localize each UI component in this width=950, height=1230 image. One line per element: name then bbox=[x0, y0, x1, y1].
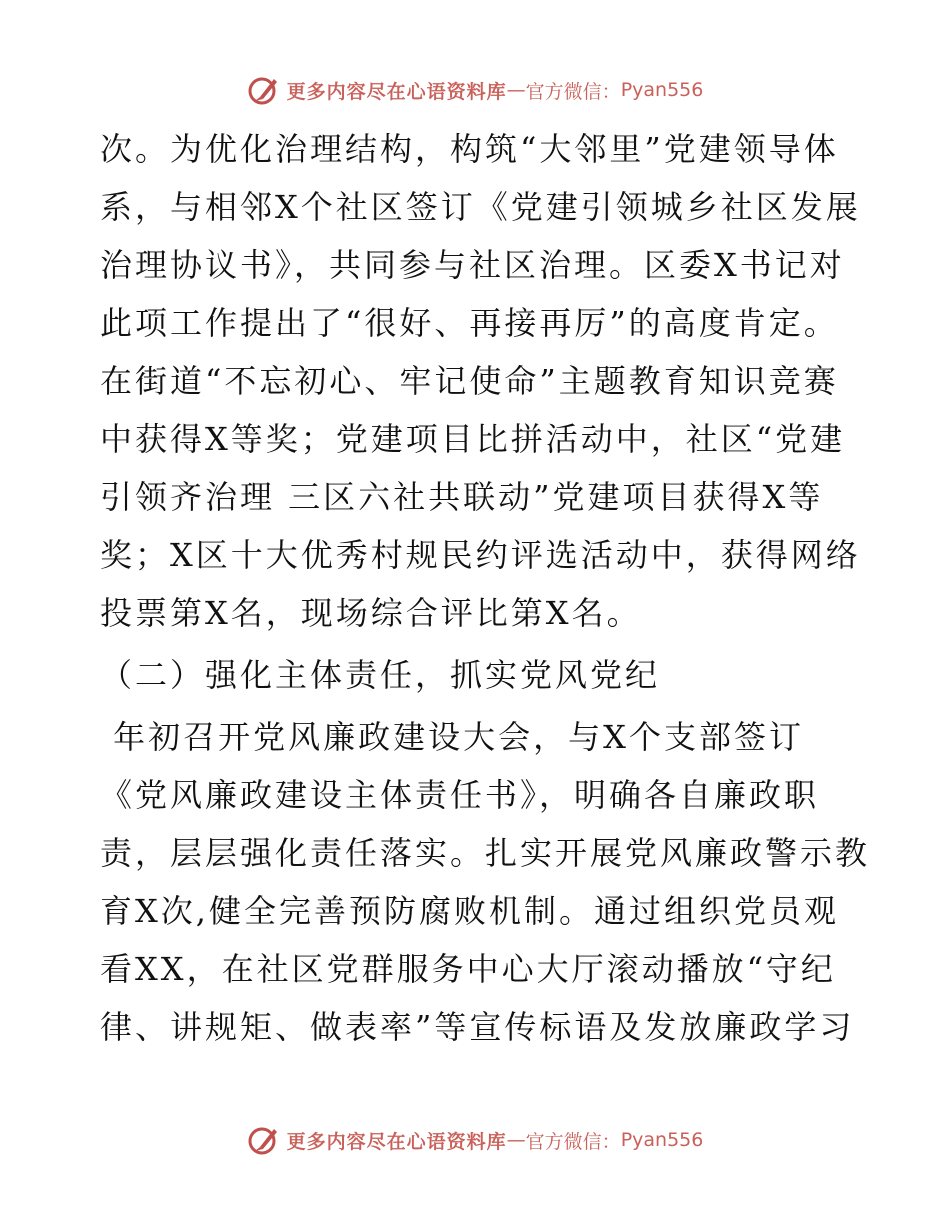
paragraph-1 bbox=[100, 120, 860, 642]
text-line: 年初召开党风廉政建设大会，与X个支部签订 bbox=[100, 718, 804, 756]
quill-logo-icon bbox=[247, 73, 281, 107]
watermark-brand: 更多内容尽在心语资料库 bbox=[286, 1130, 507, 1153]
watermark-separator: — bbox=[506, 79, 526, 101]
text-line: 育X次,健全完善预防腐败机制。通过组织党员观 bbox=[100, 892, 839, 930]
paragraph-2 bbox=[100, 708, 871, 1056]
text-line: 此项工作提出了“很好、再接再厉”的高度肯定。 bbox=[100, 304, 839, 342]
text-line: 责，层层强化责任落实。扎实开展党风廉政警示教 bbox=[100, 834, 871, 872]
document-body bbox=[100, 120, 871, 1056]
watermark-id: Pyan556 bbox=[620, 79, 704, 101]
quill-logo-icon bbox=[247, 1123, 281, 1157]
text-line: 中获得X等奖；党建项目比拼活动中，社区“党建 bbox=[100, 420, 846, 458]
text-line: 治理协议书》，共同参与社区治理。区委X书记对 bbox=[100, 246, 845, 284]
watermark-id: Pyan556 bbox=[620, 1129, 704, 1151]
text-line: 引领齐治理 三区六社共联动”党建项目获得X等 bbox=[100, 478, 824, 516]
section-heading: （二）强化主体责任，抓实党风党纪 bbox=[100, 656, 661, 694]
watermark-separator: — bbox=[506, 1129, 526, 1151]
text-line: 奖；X区十大优秀村规民约评选活动中，获得网络 bbox=[100, 536, 861, 574]
watermark-label: 官方微信： bbox=[525, 80, 621, 103]
text-line: 次。为优化治理结构，构筑“大邻里”党建领导体 bbox=[100, 130, 839, 168]
watermark-footer bbox=[0, 1120, 950, 1160]
text-line: 《党风廉政建设主体责任书》，明确各自廉政职 bbox=[100, 776, 820, 814]
text-line: 律、讲规矩、做表率”等宣传标语及发放廉政学习 bbox=[100, 1008, 855, 1046]
text-line: 系，与相邻X个社区签订《党建引领城乡社区发展 bbox=[100, 188, 861, 226]
watermark-brand: 更多内容尽在心语资料库 bbox=[286, 80, 507, 103]
watermark-header bbox=[0, 70, 950, 110]
watermark-label: 官方微信： bbox=[525, 1130, 621, 1153]
text-line: 投票第X名，现场综合评比第X名。 bbox=[100, 594, 642, 632]
text-line: 看XX，在社区党群服务中心大厅滚动播放“守纪 bbox=[100, 950, 836, 988]
text-line: 在街道“不忘初心、牢记使命”主题教育知识竞赛 bbox=[100, 362, 839, 400]
